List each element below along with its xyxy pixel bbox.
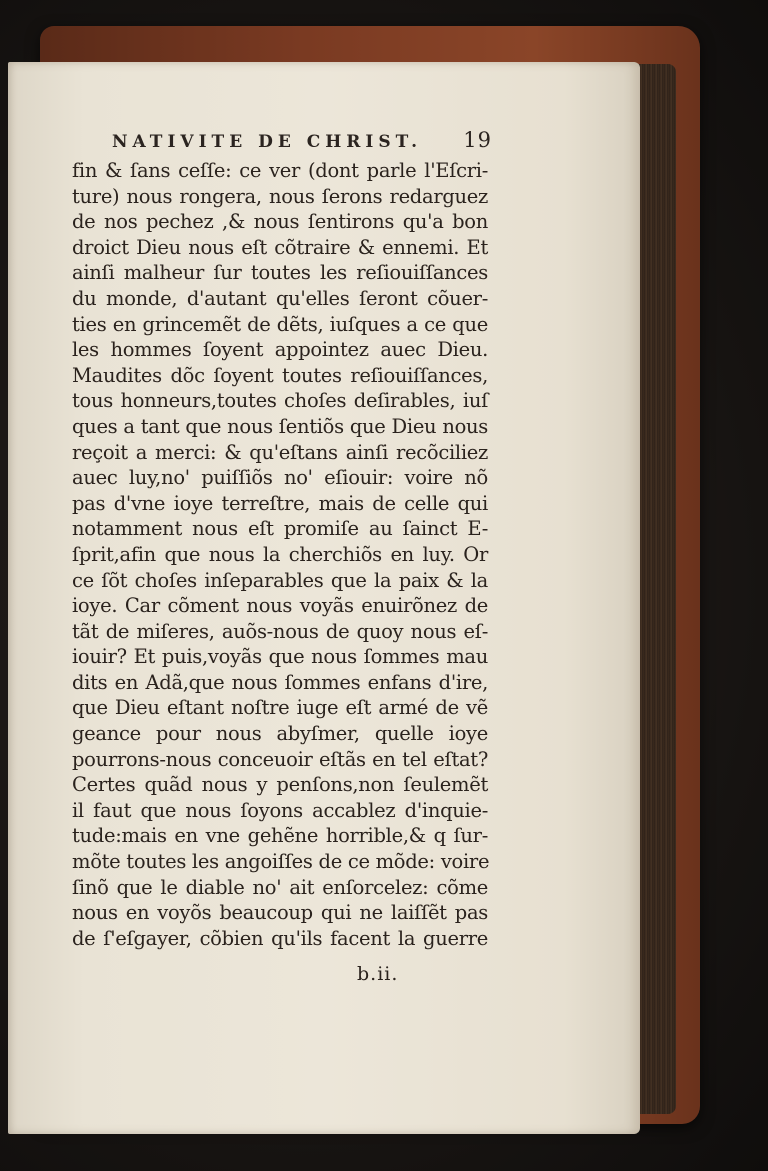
text-line: ainſi malheur ſur toutes les reſiouiſſances bbox=[72, 261, 488, 285]
text-line: ce ſõt choſes inſeparables que la paix & la bbox=[72, 568, 488, 592]
text-line: notamment nous eſt promiſe au ſainct E- bbox=[72, 517, 488, 541]
text-line: que Dieu eſtant noſtre iuge eſt armé de vẽ bbox=[72, 696, 488, 720]
page-number: 19 bbox=[463, 128, 492, 152]
text-line: dits en Adã,que nous ſommes enfans d'ire, bbox=[72, 670, 488, 694]
text-line: tãt de miſeres, auõs-nous de quoy nous eſ- bbox=[72, 619, 488, 643]
text-line: auec luy,no' puiſſiõs no' eſiouir: voire nõ bbox=[72, 466, 488, 490]
text-line: fin & ſans ceſſe: ce ver (dont parle l'Eſcri- bbox=[72, 159, 488, 182]
text-line: Maudites dõc ſoyent toutes reſiouiſſances, bbox=[72, 363, 488, 387]
text-line: ties en grincemẽt de dẽts, iuſques a ce que bbox=[72, 312, 488, 336]
text-line: de nos pechez ,& nous ſentirons qu'a bon bbox=[72, 210, 488, 234]
text-line: du monde, d'autant qu'elles ſeront cõuer- bbox=[72, 286, 488, 310]
text-line: il faut que nous ſoyons accablez d'inquie- bbox=[72, 798, 488, 822]
text-block bbox=[72, 158, 488, 951]
text-line: tous honneurs,toutes choſes deſirables, iuſ bbox=[72, 389, 488, 413]
text-line: pas d'vne ioye terreſtre, mais de celle qui bbox=[72, 491, 488, 515]
text-line: mõte toutes les angoiſſes de ce mõde: voire bbox=[72, 850, 490, 874]
text-line: de ſ'eſgayer, cõbien qu'ils facent la guerre bbox=[72, 926, 488, 950]
text-line: nous en voyõs beaucoup qui ne laiſſẽt pas bbox=[72, 901, 488, 925]
text-line: pourrons-nous conceuoir eſtãs en tel eſtat? bbox=[72, 747, 488, 771]
text-line: Certes quãd nous y penſons,non ſeulemẽt bbox=[72, 773, 488, 797]
text-line: ſprit,afin que nous la cherchiõs en luy. Or bbox=[72, 542, 488, 566]
text-line: les hommes ſoyent appointez auec Dieu. bbox=[72, 338, 488, 362]
signature-mark: b.ii. bbox=[357, 963, 399, 985]
text-line: ſinõ que le diable no' ait enſorcelez: cõme bbox=[72, 875, 488, 899]
text-line: ture) nous rongera, nous ſerons redarguez bbox=[72, 184, 488, 208]
text-line: geance pour nous abyſmer, quelle ioye bbox=[72, 722, 488, 746]
running-head bbox=[112, 128, 492, 152]
running-title: NATIVITE DE CHRIST. bbox=[112, 132, 423, 152]
text-line: droict Dieu nous eſt cõtraire & ennemi. Et bbox=[72, 235, 488, 259]
text-line: reçoit a merci: & qu'eſtans ainſi recõciliez bbox=[72, 440, 488, 464]
text-line: iouir? Et puis,voyãs que nous ſommes mau bbox=[72, 645, 488, 669]
text-line: tude:mais en vne gehẽne horrible,& q ſur- bbox=[72, 824, 488, 848]
text-line: ioye. Car cõment nous voyãs enuirõnez de bbox=[72, 594, 488, 618]
text-line: ques a tant que nous ſentiõs que Dieu nous bbox=[72, 414, 488, 438]
